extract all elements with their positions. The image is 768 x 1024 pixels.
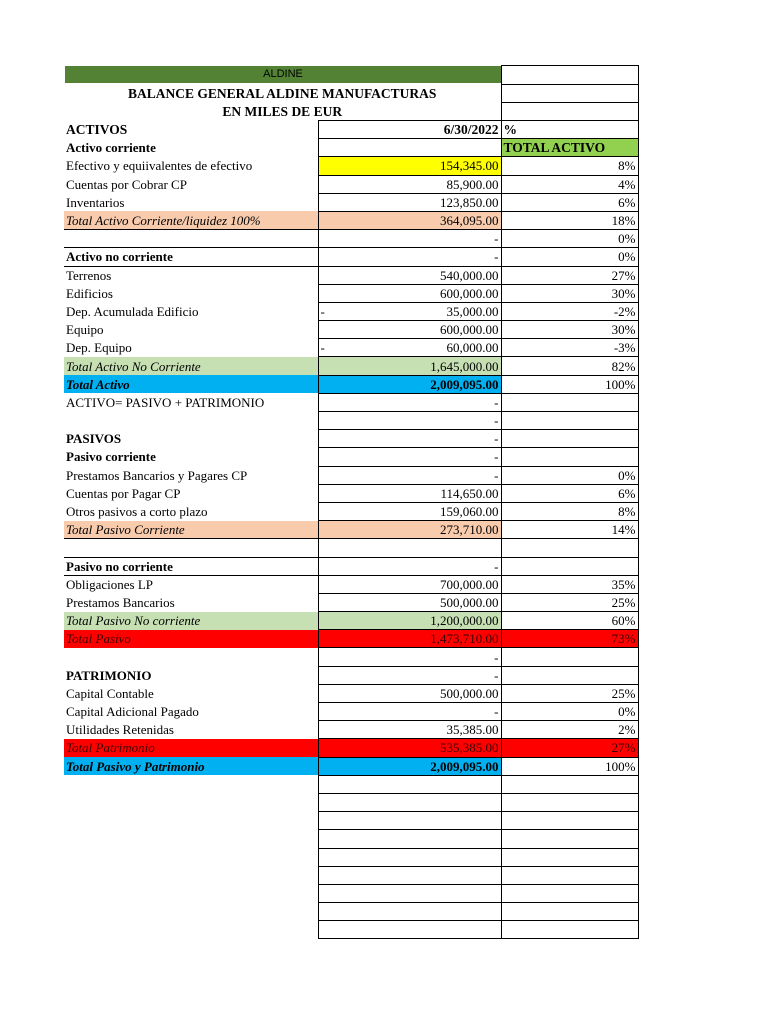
table-row [64, 757, 638, 775]
row-percent[interactable] [501, 666, 638, 684]
cell-empty[interactable] [501, 866, 638, 884]
row-label[interactable]: Capital Adicional Pagado [66, 704, 199, 720]
row-percent[interactable] [501, 430, 638, 448]
row-percent[interactable]: 0% [501, 248, 638, 266]
empty-row [64, 921, 638, 939]
row-value[interactable] [318, 302, 501, 320]
empty-row [64, 848, 638, 866]
row-label[interactable]: Edificios [66, 285, 113, 301]
row-percent[interactable]: 30% [501, 321, 638, 339]
row-percent[interactable] [501, 448, 638, 466]
cell-empty[interactable] [64, 848, 318, 866]
row-percent[interactable]: 0% [501, 230, 638, 248]
row-value[interactable] [318, 539, 501, 557]
amount-value: 500,000.00 [440, 594, 499, 610]
amount-value: 700,000.00 [440, 576, 499, 592]
row-value[interactable] [318, 593, 501, 611]
cell-empty[interactable] [501, 793, 638, 811]
row-value[interactable] [318, 339, 501, 357]
empty-row [64, 903, 638, 921]
row-label[interactable]: Total Activo Corriente/liquidez 100% [64, 211, 318, 229]
row-percent[interactable]: 6% [501, 193, 638, 211]
table-row [64, 339, 638, 357]
row-value[interactable] [318, 630, 501, 648]
amount-value: 154,345.00 [440, 158, 499, 174]
table-row [64, 211, 638, 229]
table-row [64, 721, 638, 739]
row-value[interactable] [318, 412, 501, 430]
sheet-heading-1: BALANCE GENERAL ALDINE MANUFACTURAS [128, 86, 437, 101]
row-label[interactable]: Activo corriente [66, 140, 156, 156]
amount-value: - [494, 249, 499, 265]
row-label[interactable]: Equipo [66, 322, 104, 338]
balance-sheet-table [64, 65, 639, 939]
row-label[interactable] [64, 539, 318, 557]
row-label[interactable] [64, 648, 318, 666]
table-row [64, 121, 638, 139]
row-percent[interactable]: 82% [501, 357, 638, 375]
amount-value: - [494, 431, 499, 447]
table-row [64, 484, 638, 502]
row-value[interactable] [318, 666, 501, 684]
row-value[interactable] [318, 193, 501, 211]
row-percent[interactable]: % [501, 121, 638, 139]
row-value[interactable] [318, 703, 501, 721]
table-row [64, 357, 638, 375]
row-label[interactable]: PATRIMONIO [66, 667, 152, 683]
table-row [64, 557, 638, 575]
cell-empty[interactable] [318, 921, 501, 939]
table-row [64, 321, 638, 339]
amount-value: - [494, 667, 499, 683]
cell-empty[interactable] [64, 830, 318, 848]
table-row [64, 248, 638, 266]
row-percent[interactable] [501, 539, 638, 557]
cell-empty[interactable] [501, 830, 638, 848]
table-row [64, 684, 638, 702]
amount-value: 364,095.00 [440, 213, 499, 229]
row-value[interactable] [318, 448, 501, 466]
row-value[interactable] [318, 211, 501, 229]
amount-value: - [494, 231, 499, 247]
row-label[interactable]: Total Activo No Corriente [64, 357, 318, 375]
amount-value: 535,385.00 [440, 740, 499, 756]
cell-empty[interactable] [318, 812, 501, 830]
row-percent[interactable]: 2% [501, 721, 638, 739]
row-label[interactable] [64, 412, 318, 430]
amount-value: 35,000.00 [446, 303, 499, 319]
cell-empty[interactable] [501, 103, 638, 121]
cell-empty[interactable] [318, 903, 501, 921]
row-percent[interactable]: 100% [501, 375, 638, 393]
amount-value: - [494, 649, 499, 665]
row-percent[interactable]: 8% [501, 502, 638, 520]
row-label[interactable]: Total Patrimonio [64, 739, 318, 757]
amount-value: 85,900.00 [446, 176, 499, 192]
table-row [64, 375, 638, 393]
table-row [64, 230, 638, 248]
table-row [64, 157, 638, 175]
table-row [64, 448, 638, 466]
row-label[interactable]: Obligaciones LP [66, 577, 154, 593]
cell-empty[interactable] [64, 793, 318, 811]
amount-value: 35,385.00 [446, 722, 499, 738]
row-value[interactable] [318, 466, 501, 484]
row-value[interactable] [318, 375, 501, 393]
row-value[interactable] [318, 248, 501, 266]
row-percent[interactable]: 27% [501, 266, 638, 284]
amount-value: 2,009,095.00 [430, 758, 499, 774]
cell-empty[interactable] [318, 830, 501, 848]
table-row [64, 139, 638, 157]
amount-value: 600,000.00 [440, 322, 499, 338]
row-percent[interactable]: 4% [501, 175, 638, 193]
amount-value: - [494, 413, 499, 429]
amount-value: 1,473,710.00 [430, 631, 499, 647]
row-value[interactable] [318, 521, 501, 539]
empty-row [64, 884, 638, 902]
table-row [64, 703, 638, 721]
row-label[interactable]: Total Pasivo y Patrimonio [64, 757, 318, 775]
title-row [64, 66, 638, 85]
cell-empty[interactable] [501, 921, 638, 939]
cell-empty[interactable] [501, 848, 638, 866]
amount-value: 60,000.00 [446, 340, 499, 356]
empty-row [64, 812, 638, 830]
table-row [64, 739, 638, 757]
row-percent[interactable]: 60% [501, 612, 638, 630]
cell-empty[interactable] [501, 85, 638, 103]
cell-empty[interactable] [501, 66, 638, 85]
cell-empty[interactable] [501, 903, 638, 921]
table-row [64, 412, 638, 430]
row-percent[interactable]: 25% [501, 684, 638, 702]
table-row [64, 266, 638, 284]
row-value[interactable] [318, 502, 501, 520]
row-label[interactable]: Activo no corriente [64, 248, 318, 266]
row-label[interactable]: Pasivo no corriente [64, 557, 318, 575]
cell-empty[interactable] [64, 866, 318, 884]
amount-value: 540,000.00 [440, 267, 499, 283]
row-percent[interactable] [501, 412, 638, 430]
amount-value: 273,710.00 [440, 522, 499, 538]
cell-empty[interactable] [318, 848, 501, 866]
row-label[interactable]: Terrenos [66, 267, 112, 283]
table-row [64, 284, 638, 302]
amount-value: 2,009,095.00 [430, 376, 499, 392]
empty-row [64, 775, 638, 793]
table-row [64, 175, 638, 193]
table-row [64, 521, 638, 539]
row-label[interactable] [64, 230, 318, 248]
negative-sign: - [320, 340, 325, 356]
row-value[interactable] [318, 321, 501, 339]
empty-row [64, 793, 638, 811]
row-percent[interactable]: -2% [501, 302, 638, 320]
row-percent[interactable]: 0% [501, 703, 638, 721]
table-row [64, 539, 638, 557]
row-label[interactable]: Dep. Acumulada Edificio [66, 303, 199, 319]
row-label[interactable]: Total Pasivo No corriente [64, 612, 318, 630]
row-value[interactable] [318, 739, 501, 757]
table-row [64, 630, 638, 648]
row-percent[interactable]: 27% [501, 739, 638, 757]
table-row [64, 612, 638, 630]
cell-empty[interactable] [501, 812, 638, 830]
row-percent[interactable]: 6% [501, 484, 638, 502]
row-value[interactable] [318, 230, 501, 248]
heading-row-1 [64, 85, 638, 103]
cell-empty[interactable] [318, 793, 501, 811]
amount-value: - [494, 467, 499, 483]
cell-empty[interactable] [318, 866, 501, 884]
table-row [64, 302, 638, 320]
row-percent[interactable]: 14% [501, 521, 638, 539]
row-percent[interactable]: 18% [501, 211, 638, 229]
negative-sign: - [320, 303, 325, 319]
amount-value: - [494, 704, 499, 720]
row-label[interactable]: ACTIVOS [66, 122, 128, 138]
row-value[interactable] [318, 721, 501, 739]
row-label[interactable]: ACTIVO= PASIVO + PATRIMONIO [66, 394, 265, 410]
row-value[interactable] [318, 284, 501, 302]
table-row [64, 666, 638, 684]
row-percent[interactable] [501, 557, 638, 575]
row-label[interactable]: Pasivo corriente [66, 449, 156, 465]
cell-empty[interactable] [318, 775, 501, 793]
empty-row [64, 866, 638, 884]
row-percent[interactable]: 30% [501, 284, 638, 302]
amount-value: 123,850.00 [440, 194, 499, 210]
row-label[interactable]: Otros pasivos a corto plazo [66, 504, 208, 520]
row-label[interactable]: Prestamos Bancarios [66, 594, 175, 610]
empty-row [64, 830, 638, 848]
table-row [64, 193, 638, 211]
cell-empty[interactable] [64, 884, 318, 902]
amount-value: 1,200,000.00 [430, 613, 499, 629]
amount-value: 114,650.00 [440, 485, 499, 501]
row-percent[interactable]: -3% [501, 339, 638, 357]
row-value[interactable]: 6/30/2022 [318, 121, 501, 139]
sheet-title-bar: ALDINE [65, 66, 501, 83]
row-percent[interactable]: 8% [501, 157, 638, 175]
table-row [64, 648, 638, 666]
sheet-heading-2: EN MILES DE EUR [222, 103, 343, 119]
row-label[interactable]: Efectivo y equiivalentes de efectivo [66, 158, 253, 174]
table-row [64, 593, 638, 611]
amount-value: 159,060.00 [440, 504, 499, 520]
amount-value: 500,000.00 [440, 685, 499, 701]
row-label[interactable]: Dep. Equipo [66, 340, 132, 356]
row-percent[interactable]: 0% [501, 466, 638, 484]
row-label[interactable]: Capital Contable [66, 685, 154, 701]
row-label[interactable]: Cuentas por Pagar CP [66, 485, 181, 501]
cell-empty[interactable] [318, 884, 501, 902]
row-value[interactable] [318, 648, 501, 666]
row-value[interactable] [318, 157, 501, 175]
row-value[interactable] [318, 484, 501, 502]
row-percent[interactable]: 73% [501, 630, 638, 648]
row-value[interactable] [318, 266, 501, 284]
amount-value: - [494, 449, 499, 465]
row-value[interactable] [318, 684, 501, 702]
amount-value: 1,645,000.00 [430, 358, 499, 374]
row-label[interactable]: Total Pasivo [64, 630, 318, 648]
row-label[interactable]: Inventarios [66, 194, 125, 210]
table-row [64, 466, 638, 484]
row-value[interactable] [318, 175, 501, 193]
table-row [64, 393, 638, 411]
table-row [64, 430, 638, 448]
row-value[interactable] [318, 393, 501, 411]
cell-empty[interactable] [64, 903, 318, 921]
row-percent[interactable]: 25% [501, 593, 638, 611]
cell-empty[interactable] [501, 884, 638, 902]
heading-row-2 [64, 103, 638, 121]
row-label[interactable]: Utilidades Retenidas [66, 722, 174, 738]
row-label[interactable]: Cuentas por Cobrar CP [66, 176, 187, 192]
row-value[interactable] [318, 357, 501, 375]
row-value[interactable] [318, 139, 501, 157]
cell-empty[interactable] [64, 921, 318, 939]
amount-value: - [494, 558, 499, 574]
row-value[interactable] [318, 557, 501, 575]
row-value[interactable] [318, 757, 501, 775]
row-percent[interactable] [501, 393, 638, 411]
cell-empty[interactable] [64, 812, 318, 830]
table-row [64, 502, 638, 520]
row-percent[interactable]: 100% [501, 757, 638, 775]
row-percent[interactable] [501, 648, 638, 666]
row-value[interactable] [318, 575, 501, 593]
amount-value: - [494, 394, 499, 410]
row-value[interactable] [318, 430, 501, 448]
row-label[interactable]: Prestamos Bancarios y Pagares CP [66, 467, 248, 483]
row-label[interactable]: PASIVOS [66, 431, 122, 447]
row-label[interactable]: Total Activo [64, 375, 318, 393]
row-percent[interactable]: TOTAL ACTIVO [501, 139, 638, 157]
cell-empty[interactable] [501, 775, 638, 793]
row-label[interactable]: Total Pasivo Corriente [64, 521, 318, 539]
row-value[interactable] [318, 612, 501, 630]
table-row [64, 575, 638, 593]
cell-empty[interactable] [64, 775, 318, 793]
row-percent[interactable]: 35% [501, 575, 638, 593]
amount-value: 600,000.00 [440, 285, 499, 301]
